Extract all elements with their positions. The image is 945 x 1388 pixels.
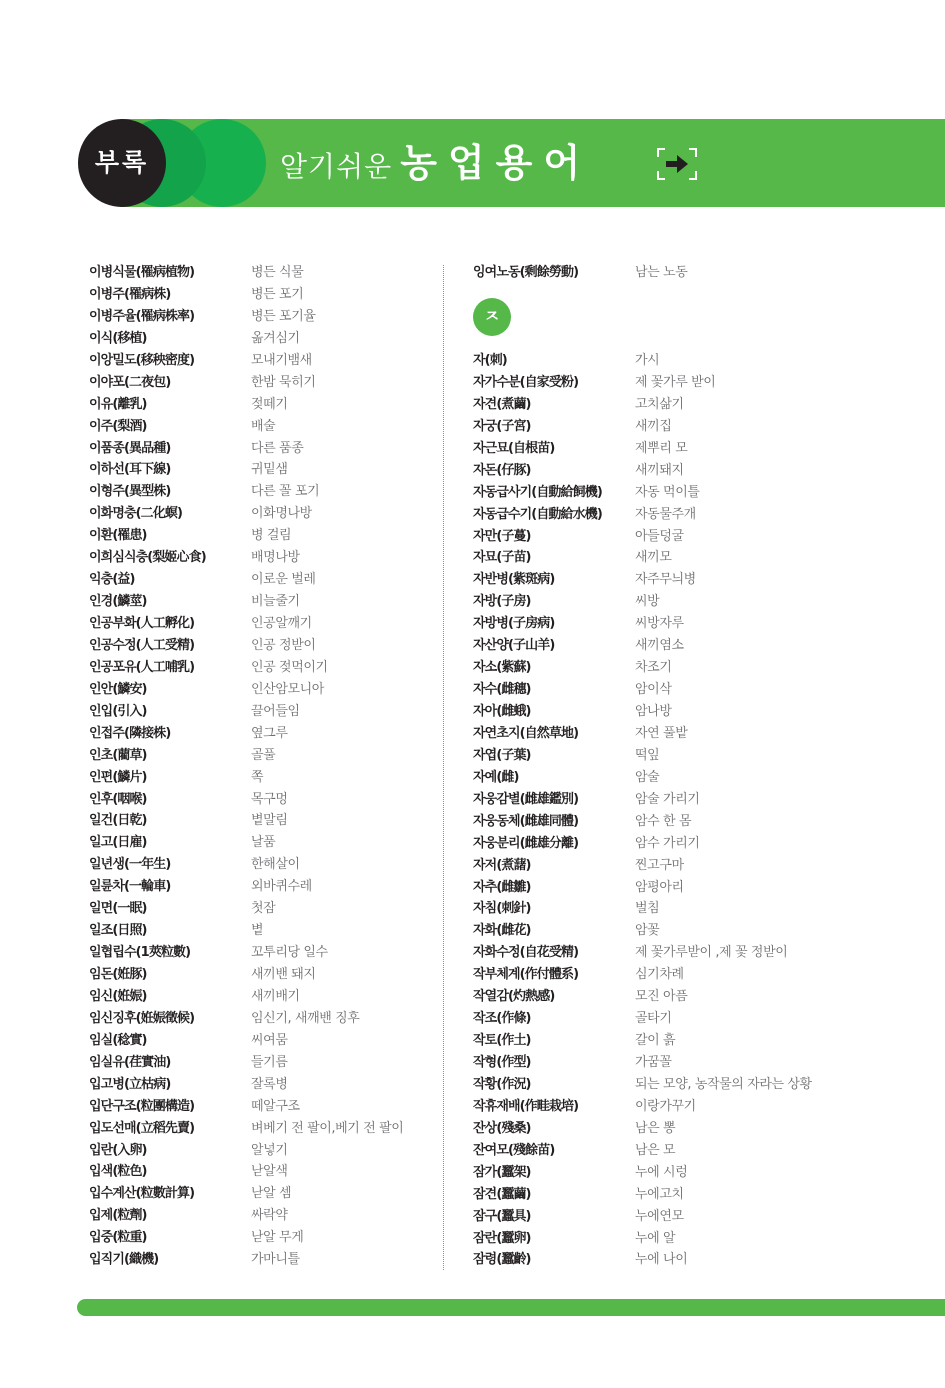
definition: 한밤 묵히기 [251,374,316,390]
definition: 병든 식물 [251,265,304,280]
term: 입단구조(粒團構造) [89,1098,195,1114]
definition: 낟알색 [251,1164,288,1180]
term: 입중(粒重) [89,1230,147,1246]
term: 자돈(仔豚) [473,462,531,478]
term: 이희심식충(梨姬心食) [89,550,206,566]
term: 이앙밀도(移秧密度) [89,352,195,368]
term: 이하선(耳下線) [89,462,171,478]
term: 임신징후(姙娠徵候) [89,1010,195,1026]
definition: 자동 먹이틀 [635,484,700,500]
definition: 목구멍 [251,791,288,807]
definition: 새끼모 [635,550,672,566]
definition: 암이삭 [635,682,672,698]
term: 이야포(二夜包) [89,374,171,390]
term: 이병식물(罹病植物) [89,265,195,280]
definition: 떡잎 [635,747,660,763]
term: 자방(子房) [473,594,531,610]
definition: 씨여뭄 [251,1032,288,1048]
page-title [280,137,591,189]
term: 잠견(蠶繭) [473,1186,531,1202]
term: 작조(作條) [473,1011,531,1027]
definition: 벌침 [635,901,660,917]
definition: 다른 꼴 포기 [251,484,320,500]
term: 인입(引入) [89,703,147,719]
definition: 알넣기 [251,1142,288,1158]
definition: 이랑가꾸기 [635,1098,696,1114]
term: 이환(罹患) [89,528,147,544]
definition: 옆그루 [251,725,288,741]
definition: 인공 정받이 [251,637,316,653]
definition: 낟알 무게 [251,1230,304,1246]
term: 자연초지(自然草地) [473,725,579,741]
definition: 다른 품종 [251,440,304,456]
term: 잔여모(殘餘苗) [473,1142,555,1158]
term: 작열감(灼熱感) [473,989,555,1005]
definition: 날품 [251,835,276,851]
term: 인공수정(人工受精) [89,637,195,653]
definition: 인산암모니아 [251,681,324,697]
term: 자반병(紫斑病) [473,572,555,588]
definition: 낟알 셈 [251,1186,292,1202]
term: 작토(作土) [473,1033,531,1049]
term: 일협립수(1莢粒數) [89,945,191,961]
term: 일륜차(一輪車) [89,879,171,895]
appendix-badge-label: 부록 [94,148,150,177]
definition: 새끼염소 [635,638,684,654]
definition: 귀밑샘 [251,462,288,478]
term: 입도선매(立稻先賣) [89,1120,195,1136]
term: 자방병(子房病) [473,616,555,632]
term: 자화수정(自花受精) [473,945,579,961]
term: 자동급수기(自動給水機) [473,506,602,522]
term: 일고(日雇) [89,835,147,851]
definition: 끌어들임 [251,703,300,719]
term: 잔상(殘桑) [473,1120,531,1136]
term: 인접주(隣接株) [89,725,171,741]
definition: 제뿌리 모 [635,440,688,456]
term: 인안(鱗安) [89,681,147,697]
definition: 아들덩굴 [635,528,684,544]
term: 임실유(荏實油) [89,1054,171,1070]
term: 임신(姙娠) [89,988,147,1004]
definition: 꼬투리당 일수 [251,945,328,961]
definition: 새끼집 [635,418,672,434]
term: 자웅감별(雌雄鑑別) [473,791,579,807]
term: 이식(移植) [89,330,147,346]
term: 자웅동체(雌雄同體) [473,813,579,829]
term: 자가수분(自家受粉) [473,374,579,390]
term: 인후(咽喉) [89,791,147,807]
term: 임실(稔實) [89,1032,147,1048]
definition: 모내기뱀새 [251,352,312,368]
term: 자침(刺針) [473,901,531,917]
definition: 자주무늬병 [635,572,696,588]
definition: 임신기, 새깨밴 징후 [251,1010,360,1026]
term: 인경(鱗莖) [89,594,147,610]
term: 자예(雌) [473,769,519,785]
definition: 누에 시렁 [635,1164,688,1180]
term: 이화명충(二化螟) [89,506,183,522]
definition: 인공알깨기 [251,616,312,631]
section-badge-jieut: ㅈ [473,298,511,336]
definition: 남는 노동 [635,265,688,280]
term: 입수계산(粒數計算) [89,1186,195,1202]
definition: 심기차례 [635,967,684,983]
definition: 가마니틀 [251,1252,300,1268]
term: 작형(作型) [473,1055,531,1070]
column-divider [443,265,444,1270]
definition: 암술 가리기 [635,791,700,807]
term: 입색(粒色) [89,1164,147,1180]
definition: 자연 풀밭 [635,725,688,741]
term: 입제(粒劑) [89,1208,147,1224]
definition: 한해살이 [251,857,300,873]
definition: 새끼돼지 [635,462,684,478]
definition: 고치삶기 [635,396,684,412]
definition: 제 꽃가루 받이 [635,374,716,390]
definition: 벼베기 전 팔이,베기 전 팔이 [251,1120,404,1136]
term: 이형주(異型株) [89,484,171,500]
term: 이병주(罹病株) [89,286,171,302]
term: 자추(雌雛) [473,879,531,895]
definition: 암수 가리기 [635,835,700,851]
definition: 누에 나이 [635,1252,688,1268]
definition: 골타기 [635,1011,672,1027]
term: 자동급사기(自動給飼機) [473,484,602,500]
arrow-right-bracket-icon[interactable] [656,147,698,181]
definition: 볕말림 [251,813,288,829]
definition: 남은 모 [635,1142,676,1158]
term: 일년생(一年生) [89,857,171,873]
definition: 잘록병 [251,1076,288,1092]
definition: 이로운 벌레 [251,572,316,588]
definition: 찐고구마 [635,857,684,873]
definition: 모진 아픔 [635,989,688,1005]
term: 자아(雌蛾) [473,704,531,719]
term: 작황(作況) [473,1076,531,1092]
definition: 첫잠 [251,901,276,917]
definition: 새끼배기 [251,988,300,1004]
definition: 누에연모 [635,1208,684,1224]
definition: 암술 [635,769,660,785]
term: 입란(入卵) [89,1142,147,1158]
term: 자웅분리(雌雄分離) [473,835,579,851]
term: 인편(鱗片) [89,769,147,785]
definition: 자동물주개 [635,506,696,522]
definition: 누에 알 [635,1230,676,1246]
term: 인공부화(人工孵化) [89,616,195,631]
page-subtitle: 알기쉬운 [280,150,393,183]
definition: 가시 [635,353,660,368]
definition: 암나방 [635,704,672,719]
definition: 갈이 흙 [635,1033,676,1049]
definition: 새끼밴 돼지 [251,967,316,982]
definition: 씨방자루 [635,616,684,632]
definition: 볕 [251,923,264,939]
term: 작휴재배(作畦栽培) [473,1098,579,1114]
definition: 되는 모양, 농작물의 자라는 상황 [635,1076,812,1092]
term: 자(刺) [473,353,507,368]
page-title-main: 농업용어 [400,141,592,185]
term: 이병주율(罹病株率) [89,308,195,324]
term: 자묘(子苗) [473,550,531,566]
term: 이유(離乳) [89,396,147,412]
term: 잠구(蠶具) [473,1208,531,1224]
term: 이품종(異品種) [89,440,171,456]
definition: 외바퀴수레 [251,879,312,895]
term: 입직기(織機) [89,1252,159,1268]
term: 일면(一眠) [89,901,147,917]
definition: 차조기 [635,660,672,676]
term: 일건(日乾) [89,813,147,829]
term: 일조(日照) [89,923,147,939]
term: 이주(梨酒) [89,418,147,434]
definition: 암수 한 몸 [635,813,692,829]
term: 잉여노동(剩餘勞動) [473,265,579,280]
definition: 이화명나방 [251,506,312,522]
definition: 씨방 [635,594,660,610]
definition: 남은 뽕 [635,1120,676,1136]
term: 자수(雌穗) [473,682,531,698]
term: 자산양(子山羊) [473,638,555,654]
term: 자화(雌花) [473,923,531,939]
definition: 병 걸림 [251,528,292,544]
definition: 골풀 [251,747,276,763]
definition: 누에고치 [635,1186,684,1202]
definition: 젖떼기 [251,396,288,412]
definition: 인공 젖먹이기 [251,659,328,675]
term: 자소(紫蘇) [473,660,531,676]
term: 임돈(姙豚) [89,967,147,982]
definition: 쪽 [251,769,264,785]
definition: 병든 포기율 [251,308,316,324]
term: 익충(益) [89,572,135,588]
definition: 암평아리 [635,879,684,895]
definition: 배명나방 [251,550,300,566]
term: 인공포유(人工哺乳) [89,659,195,675]
definition: 옮겨심기 [251,330,300,346]
footer-bar [77,1299,945,1316]
term: 입고병(立枯病) [89,1076,171,1092]
definition: 떼알구조 [251,1098,300,1114]
definition: 배술 [251,418,276,434]
term: 잠령(蠶齡) [473,1252,531,1268]
term: 잠가(蠶架) [473,1164,531,1180]
definition: 비늘줄기 [251,594,300,610]
definition: 들기름 [251,1054,288,1070]
term: 자만(子蔓) [473,528,531,544]
term: 작부체계(作付體系) [473,967,579,983]
definition: 병든 포기 [251,286,304,302]
term: 자근묘(自根苗) [473,440,555,456]
term: 자견(煮繭) [473,396,531,412]
term: 잠란(蠶卵) [473,1230,531,1246]
term: 자엽(子葉) [473,747,531,763]
term: 자궁(子宮) [473,418,531,434]
definition: 암꽃 [635,923,660,939]
term: 인초(藺草) [89,747,147,763]
definition: 가꿈꼴 [635,1055,672,1070]
term: 자저(煮藷) [473,857,531,873]
definition: 제 꽃가루받이 ,제 꽃 정받이 [635,945,788,961]
definition: 싸락약 [251,1208,288,1224]
